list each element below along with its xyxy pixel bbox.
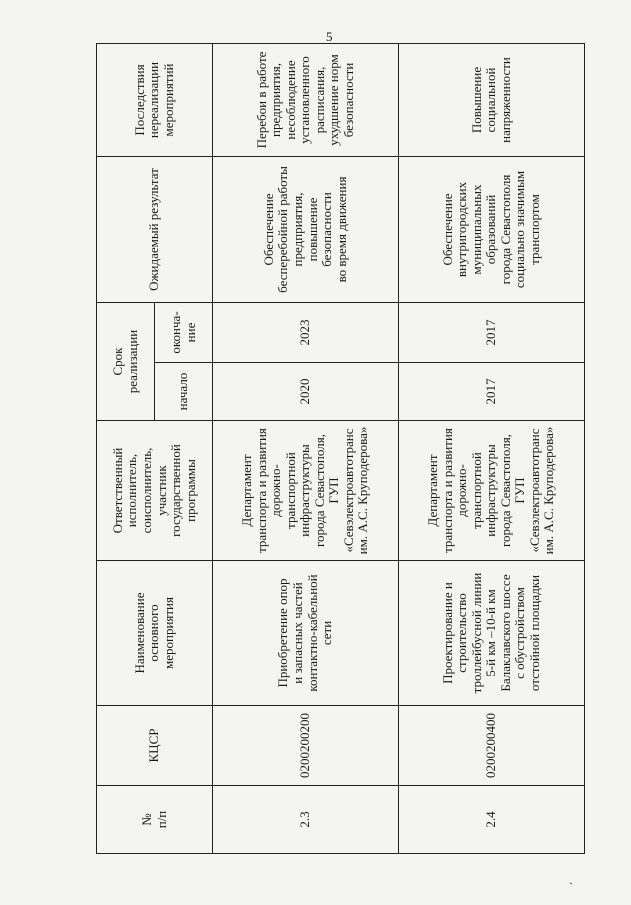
row-start: 2020	[213, 363, 399, 421]
header-result: Ожидаемый результат	[97, 156, 213, 302]
row-end: 2017	[399, 302, 585, 362]
header-row	[97, 43, 155, 853]
row-end: 2023	[213, 302, 399, 362]
row-executor: Департамент транспорта и развития дорожно- транспортной инфраструктуры города Севастополя, ГУП «Севэлектроавтотранс им. А.С. Круподерова»	[399, 421, 585, 561]
row-name: Приобретение опор и запасных частей контактно-кабельной сети	[213, 561, 399, 706]
table-row	[213, 43, 399, 853]
row-result: Обеспечение бесперебойной работы предприятия, повышение безопасности во время движения	[213, 156, 399, 302]
footer-mark: `	[569, 880, 573, 894]
row-consequences: Повышение социальной напряженности	[399, 43, 585, 156]
activities-table	[96, 43, 585, 854]
row-kcsr: 0200200200	[213, 706, 399, 786]
row-kcsr: 0200200400	[399, 706, 585, 786]
row-num: 2.3	[213, 786, 399, 854]
row-start: 2017	[399, 363, 585, 421]
header-start: начало	[155, 363, 213, 421]
row-name: Проектирование и строительство троллейбусной линии 5-й км –10-й км Балаклавского шоссе с обустройством отстойной площадки	[399, 561, 585, 706]
header-name: Наименование основного мероприятия	[97, 561, 213, 706]
header-executor: Ответственный исполнитель, соисполнитель, участник государственной программы	[97, 421, 213, 561]
page-number: 5	[326, 29, 333, 44]
row-num: 2.4	[399, 786, 585, 854]
row-executor: Департамент транспорта и развития дорожно- транспортной инфраструктуры города Севастополя, ГУП «Севэлектроавтотранс им. А.С. Круподерова»	[213, 421, 399, 561]
header-num: № п/п	[97, 786, 213, 854]
table-container	[96, 44, 584, 854]
header-kcsr: КЦСР	[97, 706, 213, 786]
header-consequences: Последствия нереализации мероприятий	[97, 43, 213, 156]
table-row	[399, 43, 585, 853]
header-period: Срок реализации	[97, 302, 155, 420]
row-result: Обеспечение внутригородских муниципальных образований города Севастополя социально значимым транспортом	[399, 156, 585, 302]
row-consequences: Перебои в работе предприятия, несоблюдение установленного расписания, ухудшение норм безопасности	[213, 43, 399, 156]
header-end: оконча- ние	[155, 302, 213, 362]
